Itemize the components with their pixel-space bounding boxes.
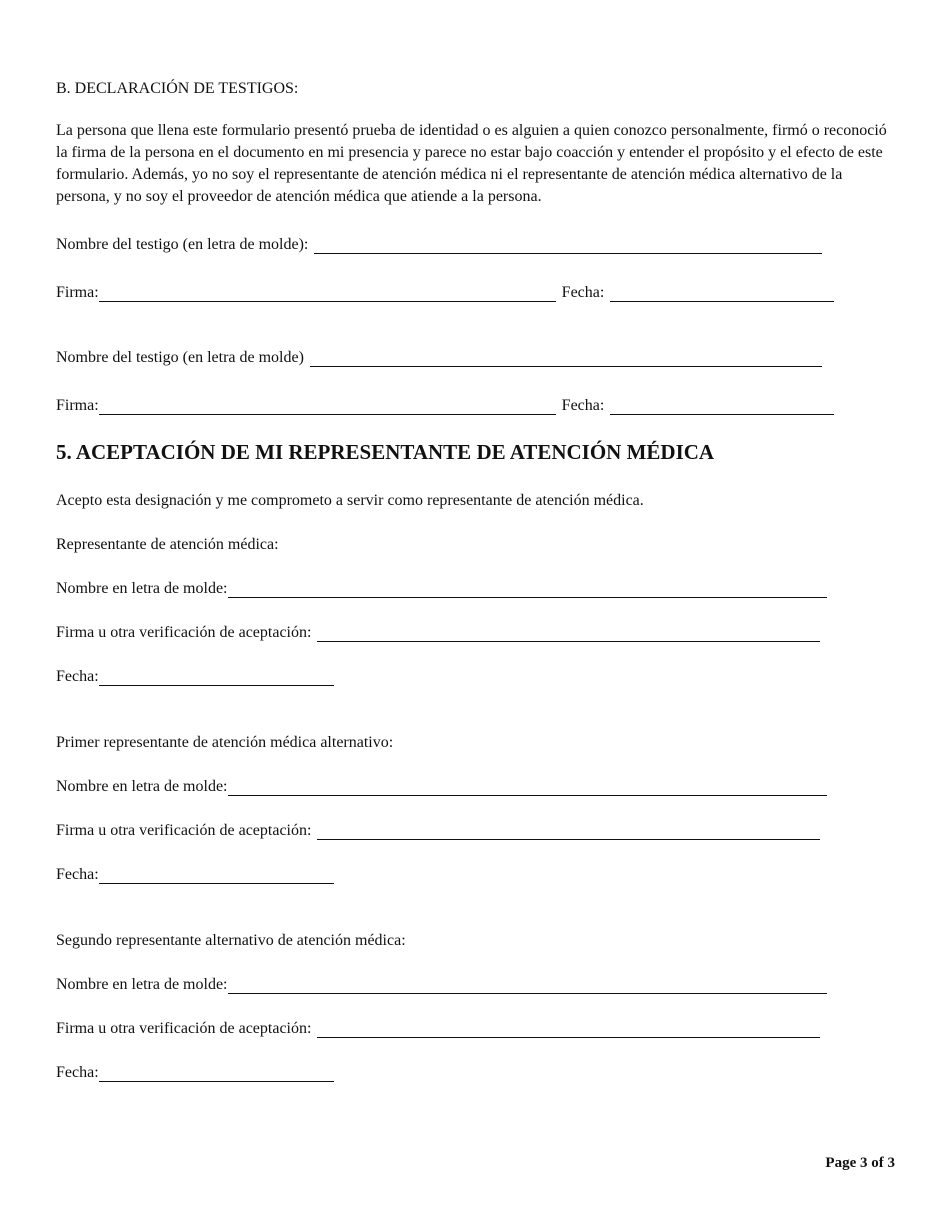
first-alternate-name-label: Nombre en letra de molde: <box>56 778 228 795</box>
first-alternate-heading: Primer representante de atención médica alternativo: <box>56 734 394 751</box>
second-alternate-signature-row <box>56 1016 820 1040</box>
primary-signature-row <box>56 620 820 644</box>
witness2-signature-row <box>56 393 834 417</box>
first-alternate-signature-field[interactable] <box>317 823 820 840</box>
witness-declaration-paragraph: La persona que llena este formulario presentó prueba de identidad o es alguien a quien conozco personalmente, firmó o reconoció la firma de la persona en el documento en mi presencia y parece no estar bajo coacción y entender el propósito y el efecto de este formulario. Además, yo no soy el representante de atención médica ni el representante de atención médica alternativo de la persona, y no soy el proveedor de atención médica que atiende a la persona. <box>56 122 887 205</box>
primary-name-row <box>56 576 827 600</box>
primary-signature-field[interactable] <box>317 625 820 642</box>
acceptance-statement: Acepto esta designación y me comprometo a servir como representante de atención médica. <box>56 492 644 509</box>
first-alternate-name-field[interactable] <box>228 779 827 796</box>
second-alternate-heading: Segundo representante alternativo de atención médica: <box>56 932 406 949</box>
primary-name-field[interactable] <box>228 581 827 598</box>
witness2-signature-field[interactable] <box>99 398 556 415</box>
first-alternate-date-field[interactable] <box>99 867 334 884</box>
witness2-date-label: Fecha: <box>561 397 605 414</box>
page-number: Page 3 of 3 <box>825 1155 895 1171</box>
acceptance-section-title: 5. ACEPTACIÓN DE MI REPRESENTANTE DE ATENCIÓN MÉDICA <box>56 440 715 464</box>
witness-section-heading: B. DECLARACIÓN DE TESTIGOS: <box>56 80 299 97</box>
witness1-name-label: Nombre del testigo (en letra de molde): <box>56 236 309 253</box>
witness1-signature-row <box>56 280 834 304</box>
witness1-signature-field[interactable] <box>99 285 556 302</box>
witness2-date-field[interactable] <box>610 398 834 415</box>
second-alternate-signature-label: Firma u otra verificación de aceptación: <box>56 1020 312 1037</box>
second-alternate-date-label: Fecha: <box>56 1064 99 1081</box>
witness2-name-field[interactable] <box>310 350 822 367</box>
primary-name-label: Nombre en letra de molde: <box>56 580 228 597</box>
witness2-name-label: Nombre del testigo (en letra de molde) <box>56 349 304 366</box>
witness1-date-field[interactable] <box>610 285 834 302</box>
second-alternate-name-field[interactable] <box>228 977 827 994</box>
primary-date-label: Fecha: <box>56 668 99 685</box>
first-alternate-signature-label: Firma u otra verificación de aceptación: <box>56 822 312 839</box>
witness1-name-field[interactable] <box>314 237 822 254</box>
primary-signature-label: Firma u otra verificación de aceptación: <box>56 624 312 641</box>
primary-date-row <box>56 664 334 688</box>
witness1-date-label: Fecha: <box>561 284 605 301</box>
witness2-name-row <box>56 345 822 369</box>
primary-agent-heading: Representante de atención médica: <box>56 536 279 553</box>
second-alternate-signature-field[interactable] <box>317 1021 820 1038</box>
second-alternate-name-label: Nombre en letra de molde: <box>56 976 228 993</box>
second-alternate-date-field[interactable] <box>99 1065 334 1082</box>
primary-date-field[interactable] <box>99 669 334 686</box>
first-alternate-signature-row <box>56 818 820 842</box>
witness1-signature-label: Firma: <box>56 284 99 301</box>
second-alternate-name-row <box>56 972 827 996</box>
first-alternate-name-row <box>56 774 827 798</box>
first-alternate-date-label: Fecha: <box>56 866 99 883</box>
first-alternate-date-row <box>56 862 334 886</box>
witness1-name-row <box>56 232 822 256</box>
second-alternate-date-row <box>56 1060 334 1084</box>
witness2-signature-label: Firma: <box>56 397 99 414</box>
